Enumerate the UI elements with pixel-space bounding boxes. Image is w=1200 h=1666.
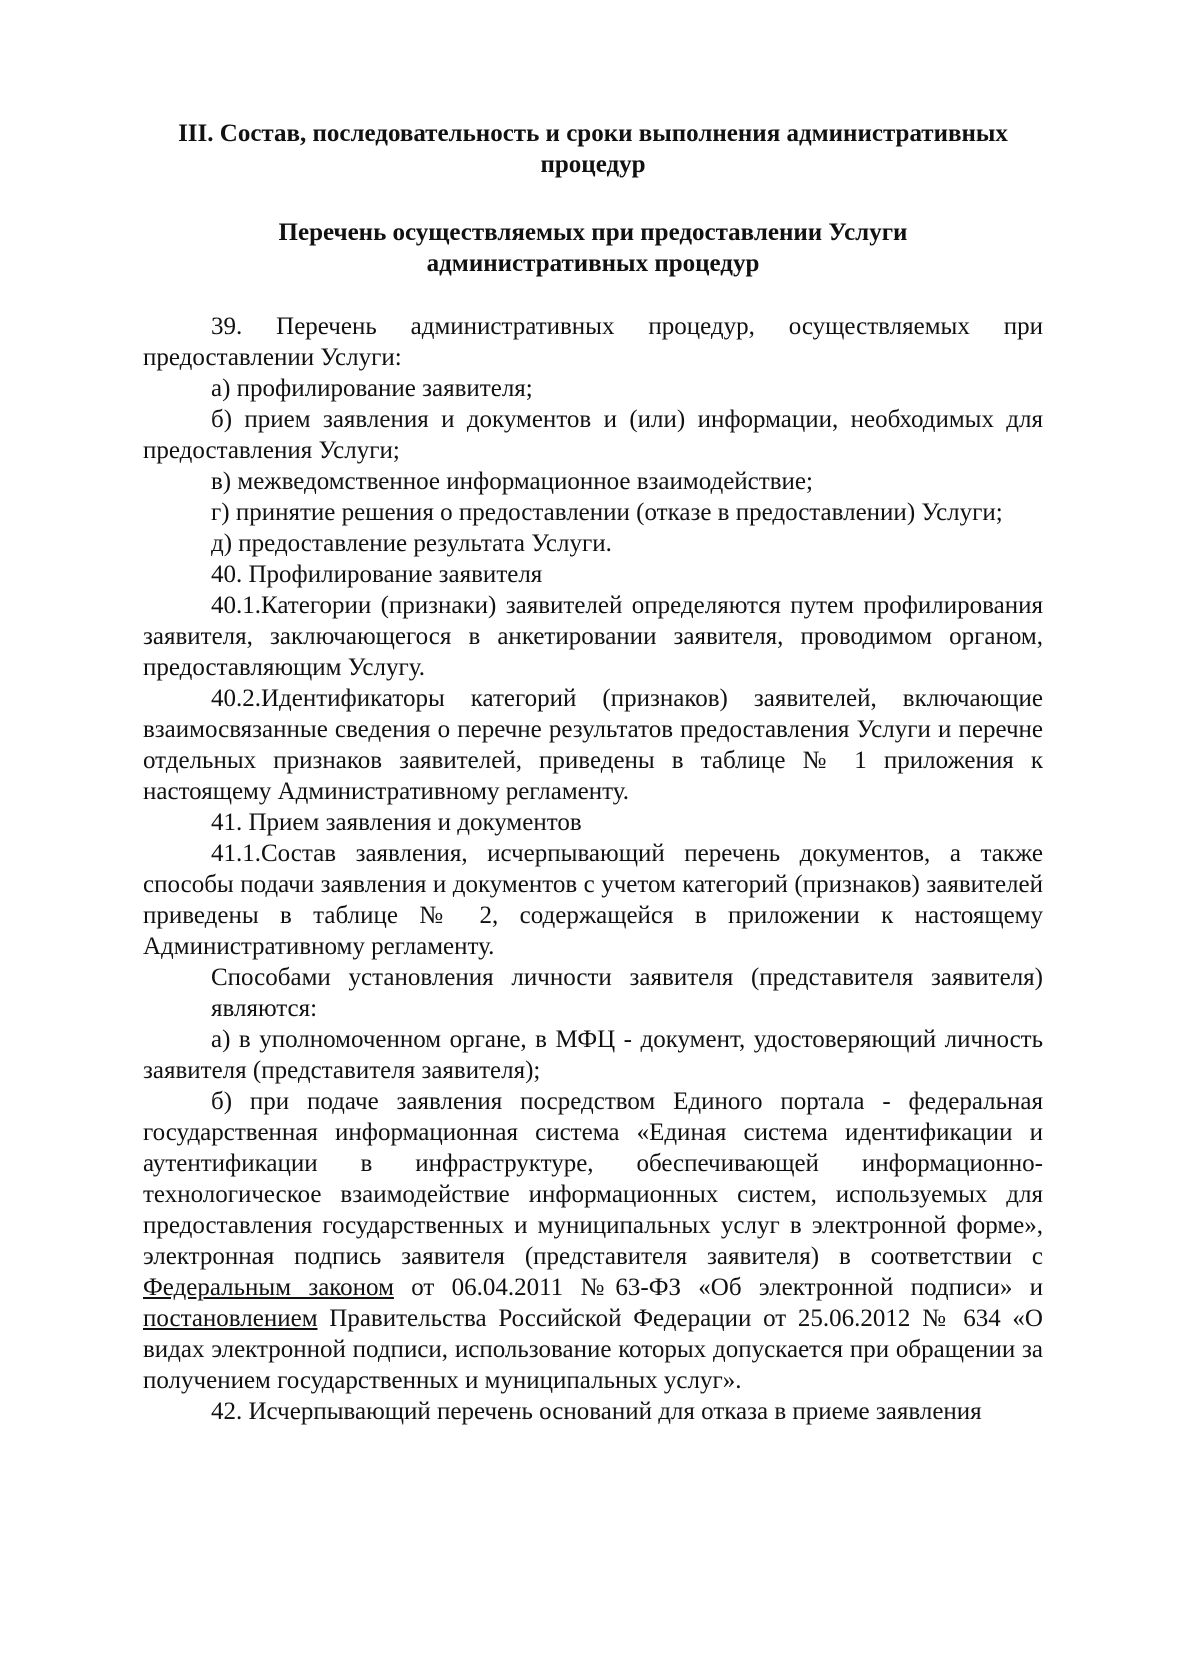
paragraph-identity-b xyxy=(143,1086,1043,1396)
paragraph-39-d: д) предоставление результата Услуги. xyxy=(211,530,612,557)
paragraph-42: 42. Исчерпывающий перечень оснований для отказа в приеме заявления xyxy=(211,1398,982,1425)
paragraph-40: 40. Профилирование заявителя xyxy=(211,561,543,588)
subsection-title-line-1: Перечень осуществляемых при предоставлении Услуги xyxy=(278,219,908,246)
federal-law-link[interactable]: Федеральным законом xyxy=(143,1274,394,1301)
paragraph-39-b: б) прием заявления и документов и (или) информации, необходимых для предоставления Услуги; xyxy=(143,406,1043,464)
paragraph-identity-b-text-3: Правительства Российской Федерации от 25.06.2012 № 634 «О видах электронной подписи, использование которых допускается при обращении за получением государственных и муниципальных услуг». xyxy=(143,1305,1043,1394)
paragraph-identity-a: а) в уполномоченном органе, в МФЦ - документ, удостоверяющий личность заявителя (представителя заявителя); xyxy=(143,1026,1043,1084)
document-body xyxy=(143,118,1043,1427)
paragraph-identity-methods: Способами установления личности заявителя (представителя заявителя) являются: xyxy=(211,964,1043,1022)
section-title xyxy=(143,118,1043,180)
paragraph-identity-b-text-1: б) при подаче заявления посредством Единого портала - федеральная государственная информационная система «Единая система идентификации и аутентификации в инфраструктуре, обеспечивающей информационно-технологическое взаимодействие информационных систем, используемых для предоставления государственных и муниципальных услуг в электронной форме», электронная подпись заявителя (представителя заявителя) в соответствии с xyxy=(143,1088,1043,1270)
paragraph-identity-b-text-2: от 06.04.2011 №63-ФЗ «Об электронной подписи» и xyxy=(393,1274,1044,1301)
paragraph-40-2: 40.2.Идентификаторы категорий (признаков) заявителей, включающие взаимосвязанные сведения о перечне результатов предоставления Услуги и перечне отдельных признаков заявителей, приведены в таблице № 1 приложения к настоящему Административному регламенту. xyxy=(143,685,1043,805)
subsection-title xyxy=(143,217,1043,279)
government-resolution-link[interactable]: постановлением xyxy=(143,1305,318,1332)
paragraph-39-g: г) принятие решения о предоставлении (отказе в предоставлении) Услуги; xyxy=(211,499,1003,526)
paragraph-39: 39. Перечень административных процедур, осуществляемых при предоставлении Услуги: xyxy=(143,313,1043,371)
paragraph-39-v: в) межведомственное информационное взаимодействие; xyxy=(211,468,813,495)
paragraph-40-1: 40.1.Категории (признаки) заявителей определяются путем профилирования заявителя, заключающегося в анкетировании заявителя, проводимом органом, предоставляющим Услугу. xyxy=(143,592,1043,681)
paragraph-39-a: а) профилирование заявителя; xyxy=(211,375,533,402)
paragraph-41-1: 41.1.Состав заявления, исчерпывающий перечень документов, а также способы подачи заявления и документов с учетом категорий (признаков) заявителей приведены в таблице № 2, содержащейся в приложении к настоящему Административному регламенту. xyxy=(143,840,1043,960)
section-title-line-2: процедур xyxy=(540,151,646,178)
subsection-title-line-2: административных процедур xyxy=(426,250,760,277)
section-title-line-1: III. Состав, последовательность и сроки выполнения административных xyxy=(178,120,1008,147)
paragraph-41: 41. Прием заявления и документов xyxy=(211,809,582,836)
